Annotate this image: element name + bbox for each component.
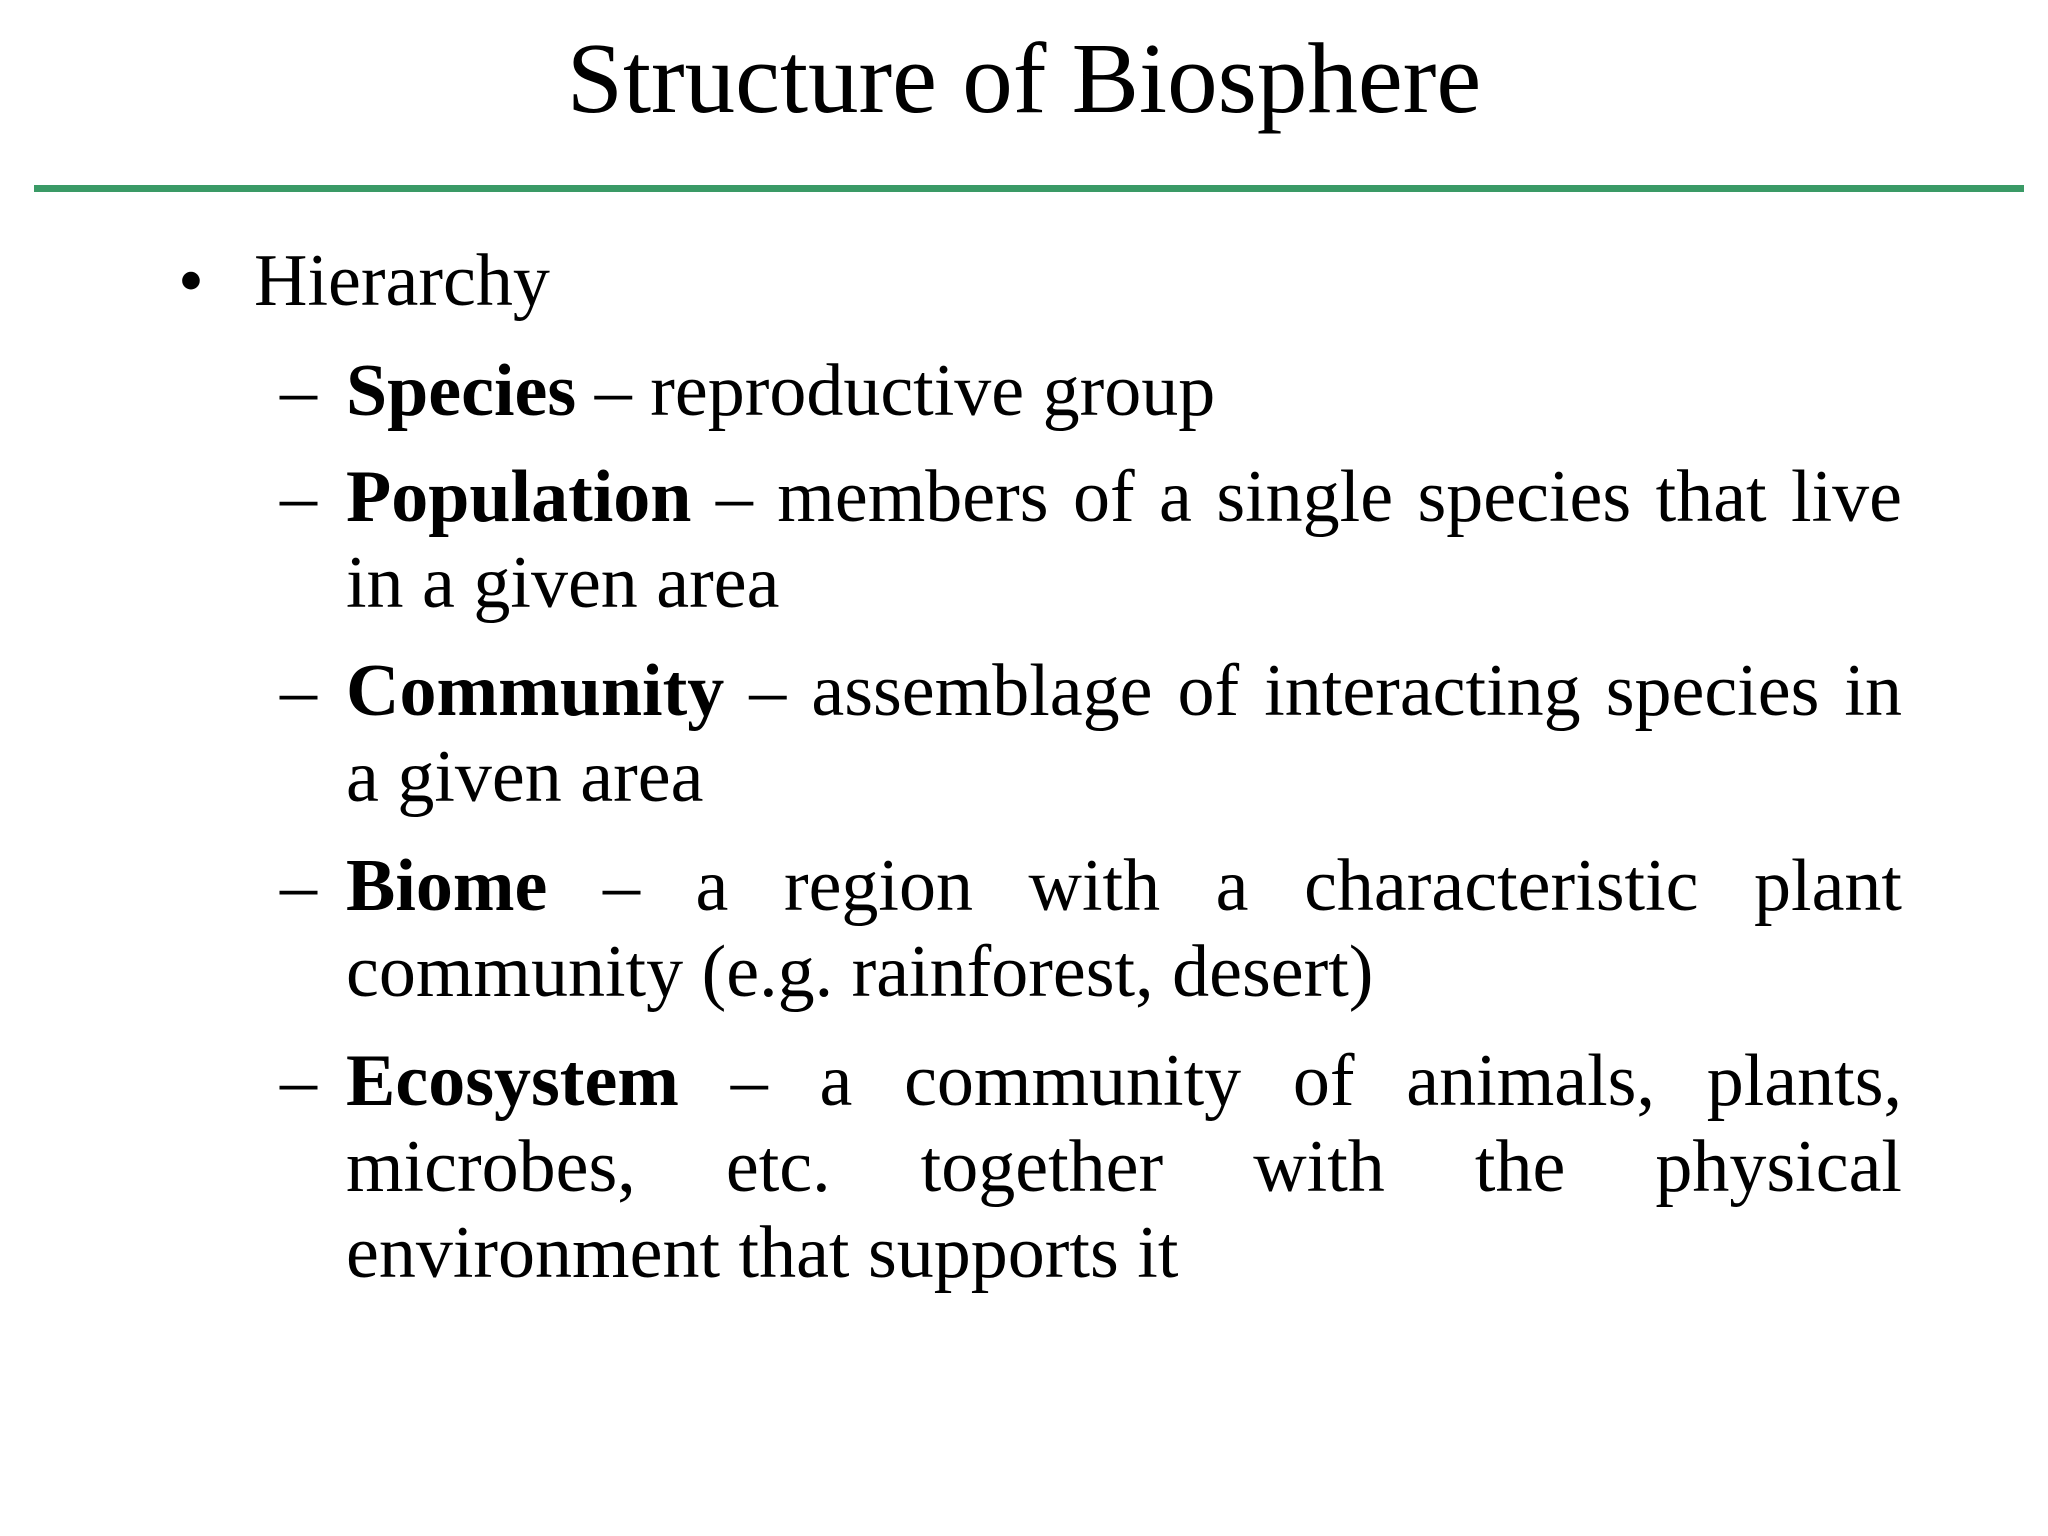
term-definition: – reproductive group xyxy=(576,350,1216,432)
title-divider xyxy=(34,185,2024,192)
term-definition: – a region with a characteristic plant community (e.g. rainforest, desert) xyxy=(346,845,1902,1013)
term-definition: – a community of animals, plants, microbes, etc. together with the physical environment that supports it xyxy=(346,1040,1902,1294)
list-item-text xyxy=(346,843,1902,1015)
dash-icon: – xyxy=(280,456,317,538)
term-label: Biome xyxy=(346,845,548,927)
slide-title: Structure of Biosphere xyxy=(566,22,1482,134)
term-definition: – members of a single species that live in a given area xyxy=(346,456,1902,624)
bullet-icon: • xyxy=(178,240,204,322)
term-label: Species xyxy=(346,350,577,432)
dash-icon: – xyxy=(280,845,317,927)
term-label: Community xyxy=(346,650,725,732)
list-item-population xyxy=(280,454,1902,626)
list-item-species xyxy=(280,348,1902,434)
term-definition: – assemblage of interacting species in a given area xyxy=(346,650,1902,818)
list-item-text xyxy=(346,348,1902,434)
list-item-biome xyxy=(280,843,1902,1015)
term-label: Population xyxy=(346,456,692,538)
list-item-text xyxy=(346,454,1902,626)
dash-icon: – xyxy=(280,1040,317,1122)
term-label: Ecosystem xyxy=(346,1040,679,1122)
dash-icon: – xyxy=(280,650,317,732)
bullet-hierarchy xyxy=(178,238,550,324)
list-item-text xyxy=(346,648,1902,820)
list-item-ecosystem xyxy=(280,1038,1902,1296)
list-item-community xyxy=(280,648,1902,820)
dash-icon: – xyxy=(280,350,317,432)
list-item-text xyxy=(346,1038,1902,1296)
bullet-label: Hierarchy xyxy=(254,240,550,322)
